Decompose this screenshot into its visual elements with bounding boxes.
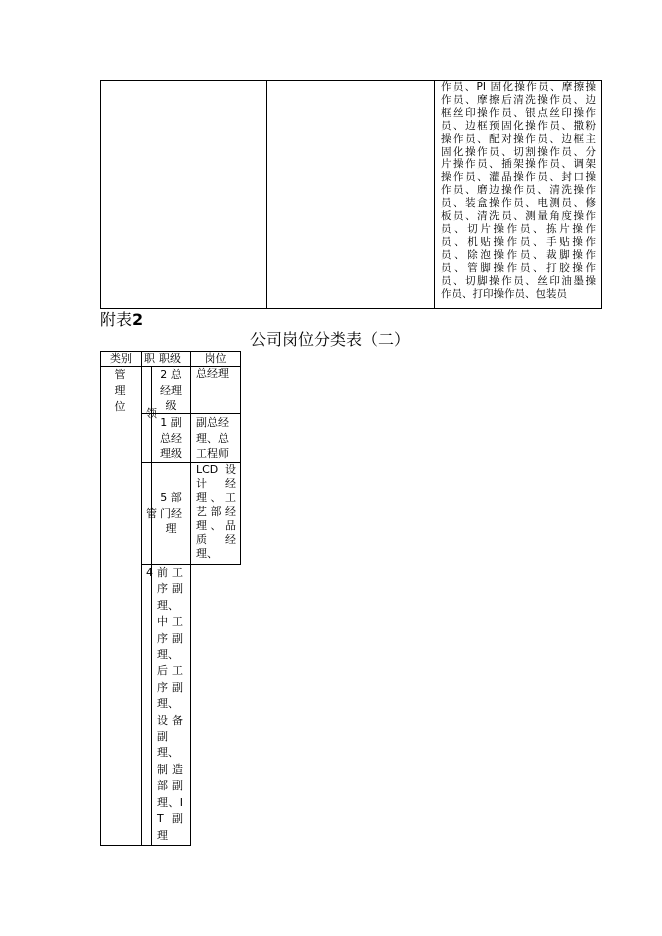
level-line: 序 副 xyxy=(157,680,183,694)
level-line: 理、 xyxy=(157,598,179,612)
position-line: 理、总 xyxy=(196,431,229,445)
category-cell: 管理位 xyxy=(114,368,126,413)
row-dept-level xyxy=(152,490,190,537)
group-label-leader: 领 xyxy=(146,407,157,420)
level-line: 理、 xyxy=(157,697,179,711)
level-line: 理、I xyxy=(157,795,183,809)
position-list-line: 作员、摩擦后清洗操作员、边 xyxy=(441,93,596,106)
position-list-line: 板员、清洗员、测量角度操作 xyxy=(441,210,596,223)
level-line: 前 工 xyxy=(157,566,183,579)
level-line: 序 副 xyxy=(157,582,183,596)
level-line: 副 xyxy=(170,416,182,429)
level-line: 制 造 xyxy=(157,762,183,776)
position-list-line: 作员、磨边操作员、清洗操作 xyxy=(441,184,596,197)
row-gm-position: 总经理 xyxy=(196,367,229,380)
position-list-line: 员、切片操作员、拣片操作 xyxy=(441,222,596,235)
position-list-line: 员、管脚操作员、打胶操作 xyxy=(441,261,596,274)
level-line: 理级 xyxy=(160,447,182,460)
position-line: 理、品 xyxy=(196,519,236,532)
level-line: 级 xyxy=(165,399,177,412)
row-gm-level xyxy=(152,367,190,414)
position-line: 理、 xyxy=(196,547,218,560)
position-list-line: 作员、打印操作员、包装员 xyxy=(441,287,567,300)
position-line: 工程师 xyxy=(196,447,229,460)
level-line: 经理 xyxy=(160,383,182,397)
level-line: 理、 xyxy=(157,648,179,662)
position-line: 理、工 xyxy=(196,491,236,504)
level-line: 中 工 xyxy=(157,615,183,629)
position-list-line: 固化操作员、切割操作员、分 xyxy=(441,145,596,158)
appendix-number: 2 xyxy=(132,310,144,329)
row-dept-position xyxy=(196,463,236,561)
row-gm-count: 2 xyxy=(160,368,168,381)
position-list-line: 作员、PI 固化操作员、摩擦操 xyxy=(441,81,596,93)
header-category: 类别 xyxy=(110,352,132,365)
row-vp-level xyxy=(152,415,190,462)
group-label-management: 管 xyxy=(146,507,157,520)
position-list-line: 员、边框预固化操作员、撒粉 xyxy=(441,119,596,132)
level-line: 门经 xyxy=(160,506,182,520)
header-position: 岗位 xyxy=(204,352,227,365)
position-line: 副总经 xyxy=(196,416,229,429)
position-list-line: 操作员、灌晶操作员、封口操 xyxy=(441,171,596,184)
position-line: 质 经 xyxy=(196,533,236,546)
level-line: 理 xyxy=(165,522,177,535)
level-line: T 副 xyxy=(157,812,183,826)
row-dept-count: 5 xyxy=(160,491,168,504)
level-line: 后 工 xyxy=(157,664,183,678)
appendix-label: 附表 xyxy=(100,310,133,329)
header-level: 职级 xyxy=(159,352,181,365)
position-line: 计 经 xyxy=(196,477,236,490)
level-line: 总 xyxy=(170,368,182,381)
level-line: 理、 xyxy=(157,746,179,760)
row-vp-count: 1 xyxy=(160,416,168,429)
level-line: 部 xyxy=(170,491,182,504)
position-line: 艺部经 xyxy=(196,505,236,518)
table-title: 公司岗位分类表（二） xyxy=(249,330,410,349)
position-list-line: 员、除泡操作员、裁脚操作 xyxy=(441,248,596,261)
level-line: 总经 xyxy=(160,431,182,445)
level-line: 设 备 xyxy=(157,713,183,727)
position-list-cell xyxy=(441,81,596,300)
position-line: LCD 设 xyxy=(196,463,236,476)
level-line: 部 副 xyxy=(157,779,183,793)
header-level-group: 职 xyxy=(144,352,155,365)
row-deputy-level xyxy=(157,565,183,844)
level-line: 理 xyxy=(157,828,168,842)
level-line: 序 副 xyxy=(157,631,183,645)
level-line: 副 xyxy=(157,730,168,744)
row-vp-position xyxy=(196,415,240,462)
appendix-heading xyxy=(100,310,143,330)
row-deputy-count: 4 xyxy=(146,566,153,579)
position-list-line: 操作员、配对操作员、边框主 xyxy=(441,132,596,145)
position-list-line: 框丝印操作员、银点丝印操作 xyxy=(441,106,596,119)
position-list-line: 片操作员、插架操作员、调架 xyxy=(441,158,596,171)
position-list-line: 员、装盒操作员、电测员、修 xyxy=(441,197,596,210)
position-list-line: 员、切脚操作员、丝印油墨操 xyxy=(441,274,596,287)
position-list-line: 员、机贴操作员、手贴操作 xyxy=(441,235,596,248)
